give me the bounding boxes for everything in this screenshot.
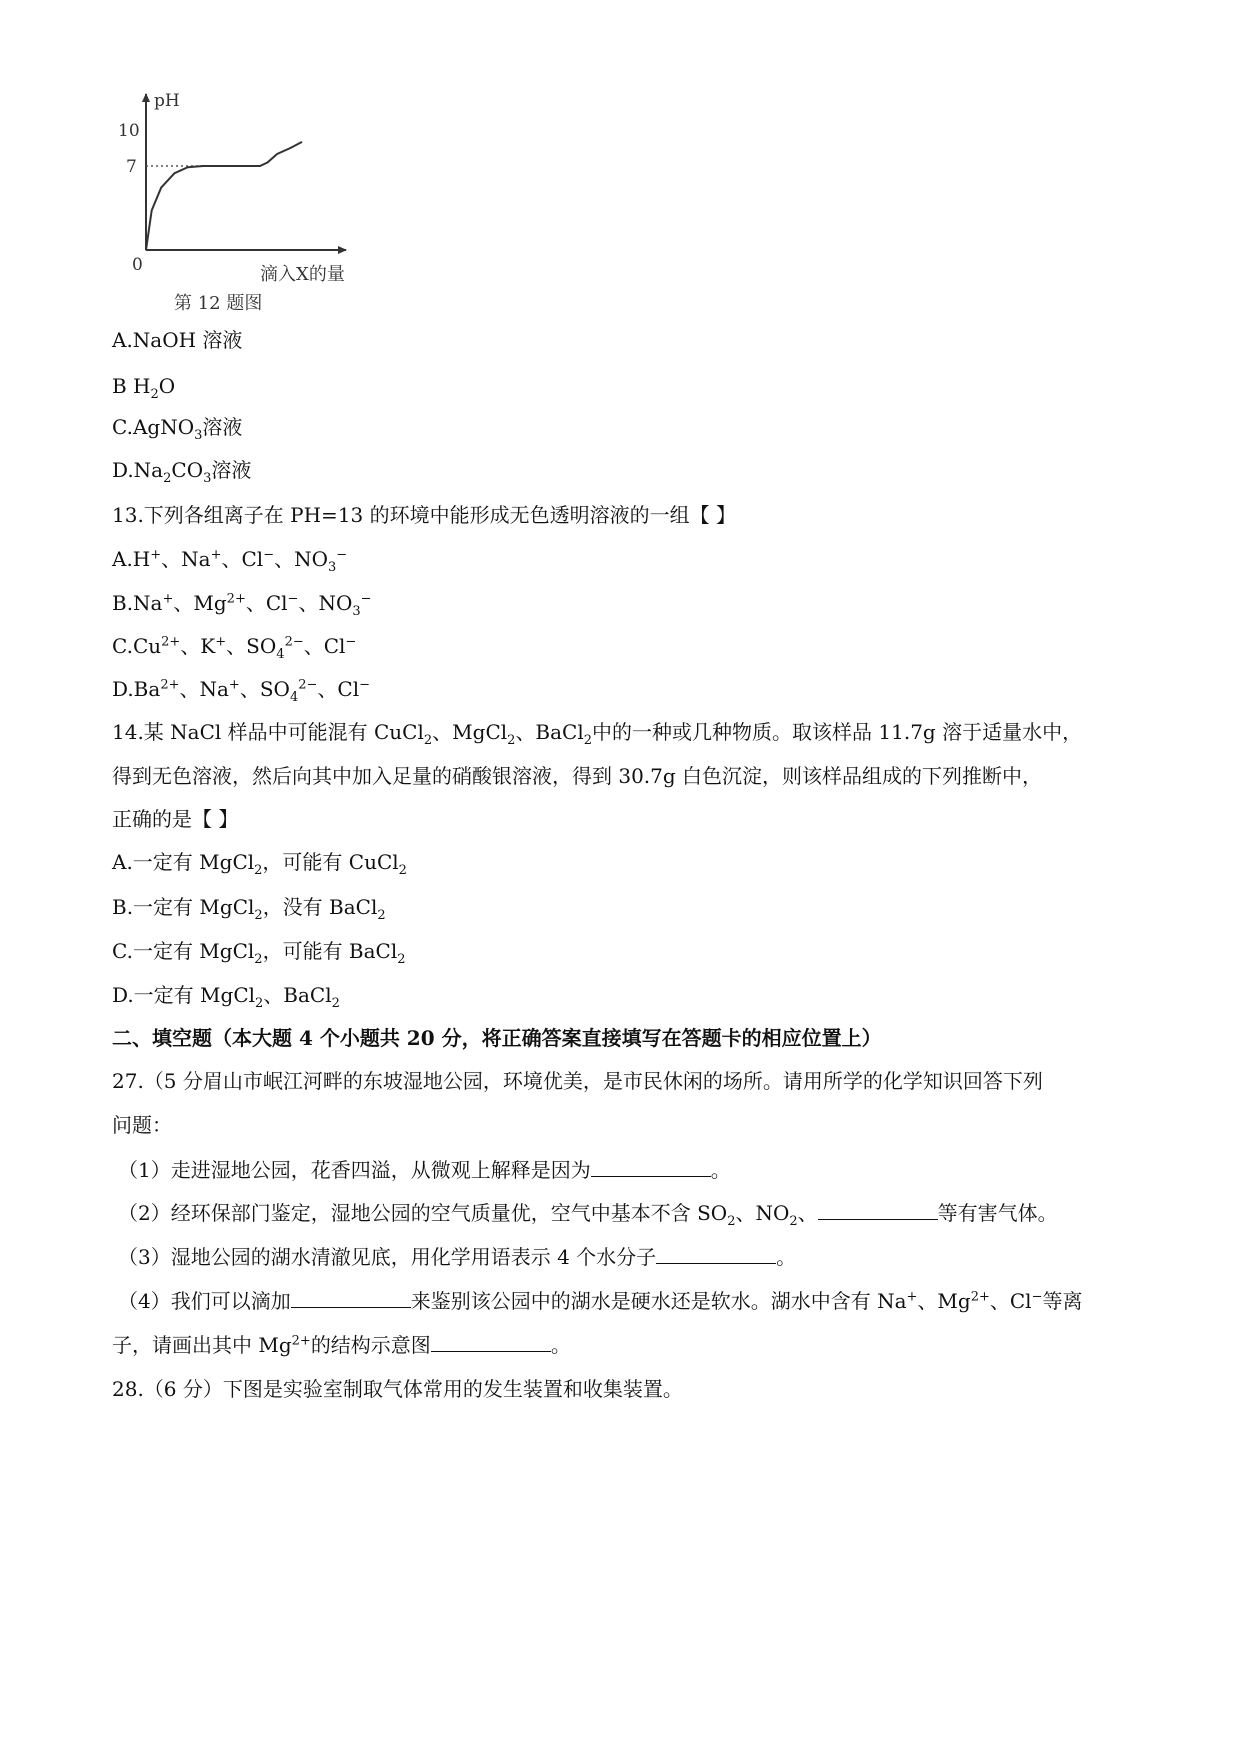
q14-option-c: C.一定有 MgCl$_2$，可能有 BaCl$_2$ (112, 939, 406, 967)
ph-data-point (187, 167, 188, 168)
q13-option-d: $D.Ba^{2+}$、Na+、$SO_4^{2-}$、Cl− (112, 677, 370, 705)
q13-option-c: $C.Cu^{2+}$、K+、$SO_4^{2-}$、Cl− (112, 634, 357, 662)
q12-option-d: $D.Na_2CO_3$溶液 (112, 458, 252, 486)
ph-data-point (161, 187, 162, 188)
q27-part-4-continued: 子，请画出其中 $Mg^{2+}$的结构示意图 。 (112, 1333, 571, 1357)
q12-option-c: C.AgNO$_3$溶液 (112, 415, 243, 443)
q13-stem: 13.下列各组离子在 PH=13 的环境中能形成无色透明溶液的一组【 】 (112, 503, 736, 527)
figure-caption: 第 12 题图 (174, 293, 263, 314)
ph-data-point (290, 147, 291, 148)
q14-option-a: A.一定有 MgCl$_2$，可能有 CuCl$_2$ (112, 850, 407, 878)
q27-part-2: （2）经环保部门鉴定，湿地公园的空气质量优，空气中基本不含 $SO_2$、$NO_2$、 等有害气体。 (118, 1201, 1058, 1229)
ph-data-point (174, 173, 175, 174)
q27-answer-blank-3[interactable] (656, 1243, 776, 1264)
q14-stem-line3: 正确的是【 】 (112, 807, 239, 831)
ph-data-point (240, 165, 241, 166)
q27-part-1: （1）走进湿地公园，花香四溢，从微观上解释是因为 。 (118, 1158, 731, 1182)
section-2-heading: 二、填空题（本大题 4 个小题共 20 分，将正确答案直接填写在答题卡的相应位置上） (112, 1026, 882, 1050)
q13-option-b: B.Na+、$Mg^{2+}$、Cl−、$NO_3^-$ (112, 591, 372, 619)
ph-data-point (259, 165, 260, 166)
q12-option-b: B $H_2O$ (112, 374, 176, 402)
q28-stem: 28.（6 分）下图是实验室制取气体常用的发生装置和收集装置。 (112, 1377, 683, 1401)
ph-data-point (151, 210, 152, 211)
q27-answer-blank-2[interactable] (818, 1199, 938, 1220)
q14-option-d: D.一定有 MgCl$_2$、BaCl$_2$ (112, 983, 340, 1011)
ph-data-point (277, 153, 278, 154)
q27-stem-line2: 问题： (112, 1113, 172, 1137)
ph-data-point (202, 165, 203, 166)
ph-data-point (145, 249, 146, 250)
q14-stem-line2: 得到无色溶液，然后向其中加入足量的硝酸银溶液，得到 30.7g 白色沉淀，则该样品组成的下列推断中， (112, 764, 1043, 788)
q27-answer-blank-5[interactable] (431, 1331, 551, 1352)
q27-answer-blank-4[interactable] (291, 1287, 411, 1308)
q14-option-b: B.一定有 MgCl$_2$，没有 BaCl$_2$ (112, 895, 386, 923)
q27-stem-line1: 27.（5 分眉山市岷江河畔的东坡湿地公园，环境优美，是市民休闲的场所。请用所学的化学知识回答下列 (112, 1069, 1043, 1093)
y-tick-label-10: 10 (118, 121, 140, 141)
ph-data-point (301, 141, 302, 142)
origin-label: 0 (132, 255, 143, 275)
y-tick-label-7: 7 (126, 157, 137, 177)
q27-part-4: （4）我们可以滴加 来鉴别该公园中的湖水是硬水还是软水。湖水中含有 Na+、$Mg^{2+}$、Cl−等离 (118, 1289, 1083, 1313)
q12-option-a: A.NaOH 溶液 (112, 328, 243, 352)
q27-answer-blank-1[interactable] (591, 1156, 711, 1177)
ph-data-point (267, 162, 268, 163)
ph-data-point (221, 165, 222, 166)
x-axis-label: 滴入X的量 (260, 264, 345, 285)
q13-option-a: A.H+、Na+、Cl−、$NO_3^-$ (112, 547, 348, 575)
ph-curve-series (146, 142, 302, 250)
q27-part-3: （3）湿地公园的湖水清澈见底，用化学用语表示 4 个水分子 。 (118, 1245, 797, 1269)
q14-stem-line1: 14.某 NaCl 样品中可能混有 CuCl$_2$、MgCl$_2$、BaCl$_2$中的一种或几种物质。取该样品 11.7g 溶于适量水中， (112, 720, 1083, 748)
y-axis-label: pH (154, 91, 180, 111)
ph-chart (118, 90, 418, 360)
